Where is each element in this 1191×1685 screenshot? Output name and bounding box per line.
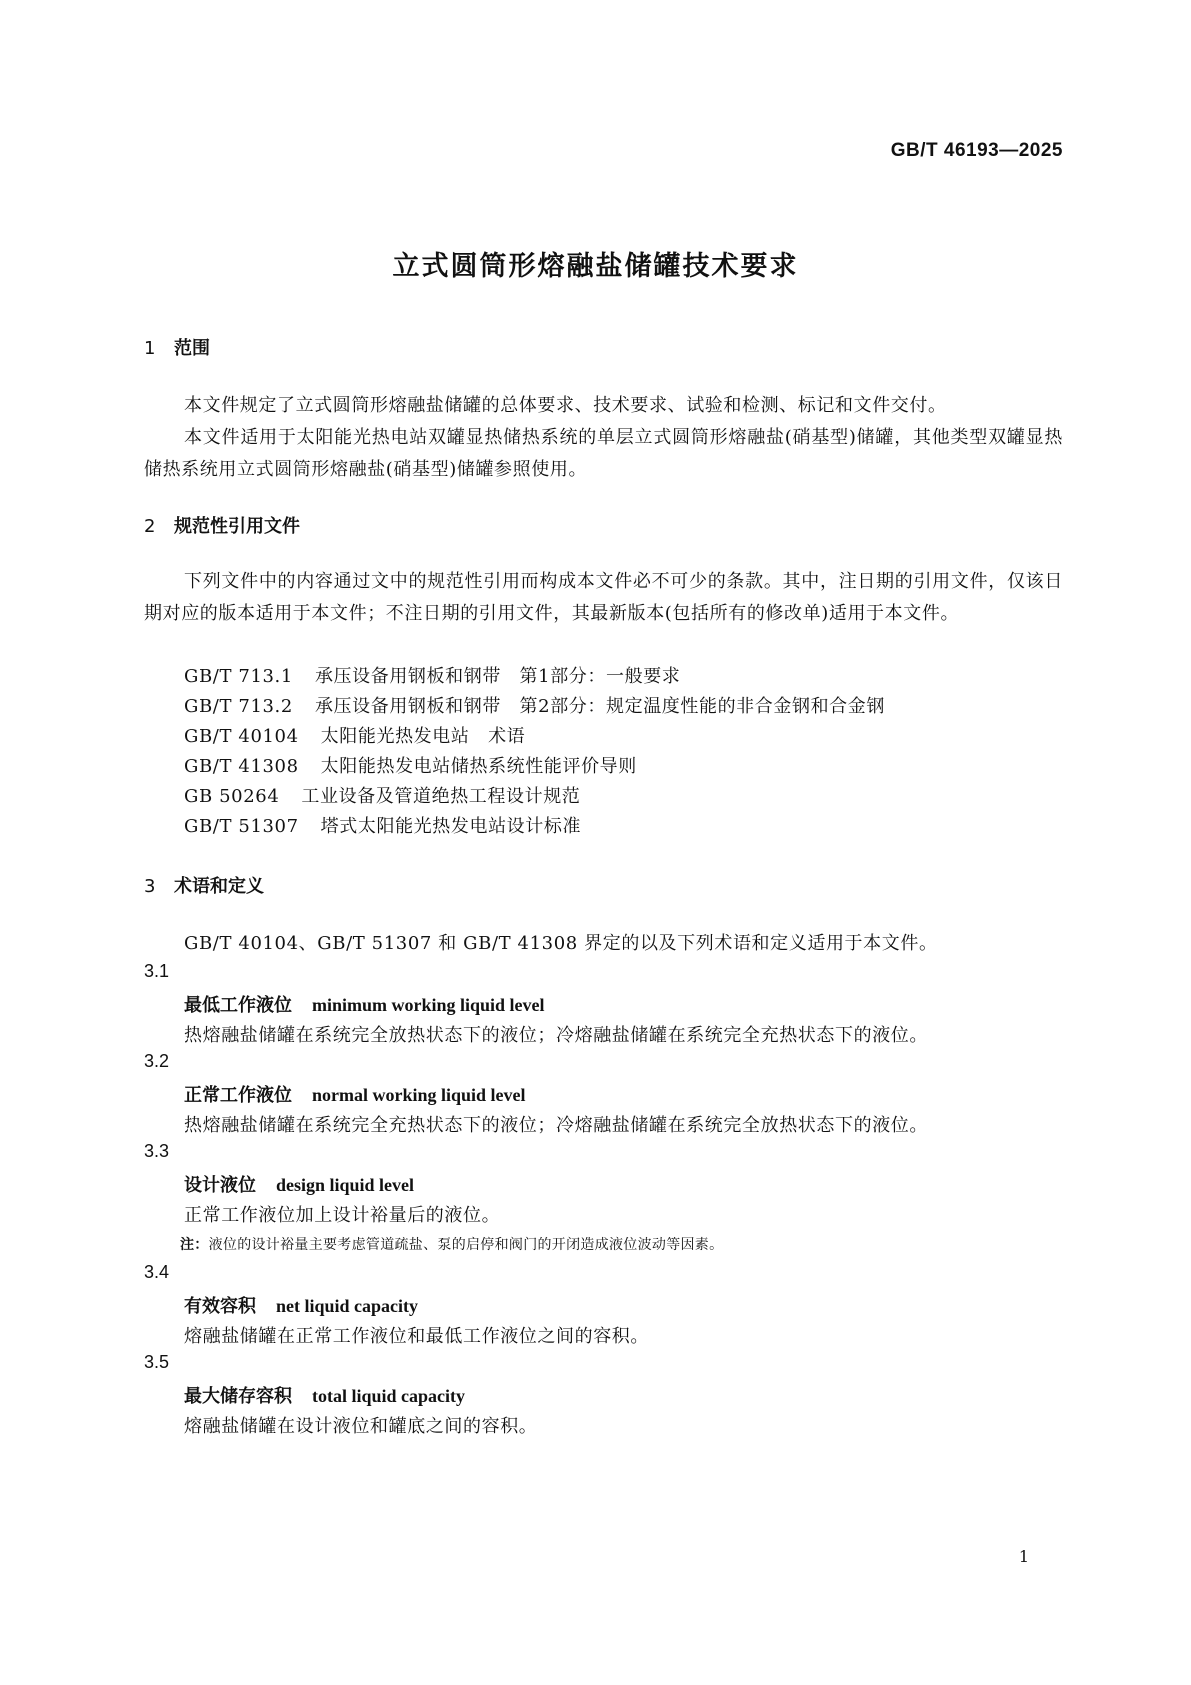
term-name-en: normal working liquid level — [312, 1085, 526, 1105]
term-name-zh: 设计液位 — [184, 1175, 256, 1196]
paragraph: 本文件适用于太阳能光热电站双罐显热储热系统的单层立式圆筒形熔融盐(硝基型)储罐，其他类型双罐显热储热系统用立式圆筒形熔融盐(硝基型)储罐参照使用。 — [144, 427, 1063, 480]
term-name — [184, 1171, 414, 1197]
section-number: 2 — [144, 516, 156, 537]
term-name — [184, 1292, 418, 1318]
reference-title: 塔式太阳能光热发电站设计标准 — [320, 816, 582, 837]
section-number: 1 — [144, 338, 156, 359]
term-definition: 热熔融盐储罐在系统完全充热状态下的液位；冷熔融盐储罐在系统完全放热状态下的液位。 — [184, 1115, 928, 1136]
reference-title: 承压设备用钢板和钢带 第1部分：一般要求 — [314, 666, 681, 687]
document-title: 立式圆筒形熔融盐储罐技术要求 — [392, 251, 799, 282]
page-number: 1 — [1018, 1547, 1029, 1566]
reference-code: GB/T 51307 — [184, 816, 299, 837]
section-title: 范围 — [174, 338, 210, 359]
section-number: 3 — [144, 876, 156, 897]
reference-item — [184, 752, 637, 778]
reference-code: GB/T 713.2 — [184, 696, 293, 717]
term-name-en: minimum working liquid level — [312, 995, 545, 1015]
paragraph: GB/T 40104、GB/T 51307 和 GB/T 41308 界定的以及下列术语和定义适用于本文件。 — [184, 933, 938, 954]
reference-item — [184, 692, 885, 718]
note-text: 液位的设计裕量主要考虑管道疏盐、泵的启停和阀门的开闭造成液位波动等因素。 — [208, 1237, 724, 1253]
section-1-heading — [144, 334, 210, 360]
reference-code: GB/T 40104 — [184, 726, 299, 747]
standard-code: GB/T 46193—2025 — [890, 140, 1063, 161]
section-3-heading — [144, 872, 264, 898]
reference-title: 太阳能热发电站储热系统性能评价导则 — [320, 756, 637, 777]
paragraph: 本文件规定了立式圆筒形熔融盐储罐的总体要求、技术要求、试验和检测、标记和文件交付。 — [184, 395, 947, 416]
term-definition: 热熔融盐储罐在系统完全放热状态下的液位；冷熔融盐储罐在系统完全充热状态下的液位。 — [184, 1025, 928, 1046]
term-number: 3.4 — [144, 1262, 170, 1282]
term-number: 3.5 — [144, 1352, 170, 1372]
term-name — [184, 1081, 526, 1107]
term-definition: 熔融盐储罐在设计液位和罐底之间的容积。 — [184, 1416, 538, 1437]
term-name-zh: 有效容积 — [184, 1296, 256, 1317]
reference-code: GB 50264 — [184, 786, 280, 807]
paragraph: 下列文件中的内容通过文中的规范性引用而构成本文件必不可少的条款。其中，注日期的引用文件，仅该日期对应的版本适用于本文件；不注日期的引用文件，其最新版本(包括所有的修改单)适用于本文件。 — [144, 571, 1063, 624]
section-title: 规范性引用文件 — [174, 516, 300, 537]
reference-title: 太阳能光热发电站 术语 — [320, 726, 526, 747]
note-label: 注： — [180, 1237, 209, 1253]
term-name-zh: 最低工作液位 — [184, 995, 292, 1016]
term-definition: 正常工作液位加上设计裕量后的液位。 — [184, 1205, 501, 1226]
term-number: 3.1 — [144, 961, 170, 981]
reference-item — [184, 782, 580, 808]
term-name — [184, 991, 545, 1017]
term-name-en: total liquid capacity — [312, 1386, 466, 1406]
reference-title: 工业设备及管道绝热工程设计规范 — [301, 786, 581, 807]
term-number: 3.3 — [144, 1141, 170, 1161]
section-2-heading — [144, 512, 300, 538]
reference-item — [184, 812, 581, 838]
term-name-zh: 最大储存容积 — [184, 1386, 292, 1407]
term-note — [180, 1234, 723, 1254]
term-name-en: design liquid level — [276, 1175, 415, 1195]
term-definition: 熔融盐储罐在正常工作液位和最低工作液位之间的容积。 — [184, 1326, 649, 1347]
reference-code: GB/T 41308 — [184, 756, 299, 777]
reference-item — [184, 722, 525, 748]
term-name-zh: 正常工作液位 — [184, 1085, 292, 1106]
reference-item — [184, 662, 680, 688]
reference-code: GB/T 713.1 — [184, 666, 293, 687]
term-number: 3.2 — [144, 1051, 170, 1071]
reference-title: 承压设备用钢板和钢带 第2部分：规定温度性能的非合金钢和合金钢 — [314, 696, 885, 717]
section-title: 术语和定义 — [174, 876, 264, 897]
term-name-en: net liquid capacity — [276, 1296, 419, 1316]
term-name — [184, 1382, 465, 1408]
